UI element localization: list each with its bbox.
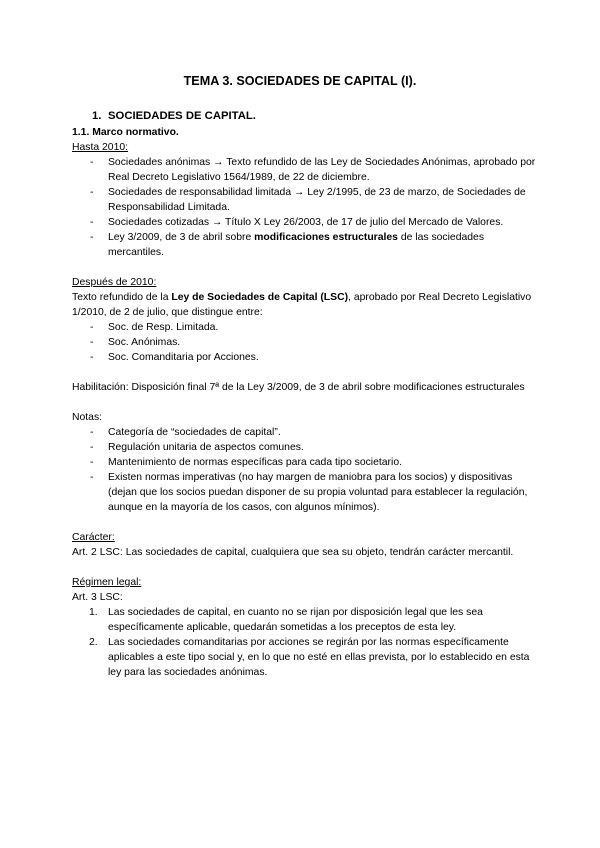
list-item-text: Las sociedades comanditarias por acciones se regirán por las normas específicamente aplicables a este tipo social y, en lo que no esté en ellas prevista, por lo establecido en esta ley para las sociedades anónimas. (108, 637, 530, 678)
list-item-text: Existen normas imperativas (no hay margen de maniobra para los socios) y dispositivas (dejan que los socios puedan disponer de su propia voluntad para establecer la regulación, aunque en la mayoría de los casos, con algunos mínimos). (108, 472, 528, 513)
dash-marker: - (90, 232, 94, 243)
list-item (72, 605, 542, 635)
list-item-text: Soc. Comanditaria por Acciones. (108, 352, 259, 363)
dash-marker: - (90, 187, 94, 198)
dash-marker: - (90, 157, 94, 168)
list-item-text: Sociedades de responsabilidad limitada → Ley 2/1995, de 23 de marzo, de Sociedades de Responsabilidad Limitada. (108, 187, 526, 213)
list-item-text: Mantenimiento de normas específicas para cada tipo societario. (108, 457, 402, 468)
regimen-heading: Régimen legal: (72, 577, 142, 588)
list-item-text: Soc. Anónimas. (108, 337, 181, 348)
habilitacion-text: Habilitación: Disposición final 7ª de la Ley 3/2009, de 3 de abril sobre modificaciones estructurales (72, 382, 525, 393)
regimen-intro: Art. 3 LSC: (72, 592, 123, 603)
notas-heading: Notas: (72, 412, 103, 423)
dash-marker: - (90, 442, 94, 453)
dash-marker: - (90, 472, 94, 483)
list-item-bold: modificaciones estructurales (254, 232, 398, 243)
notas-list (72, 425, 542, 515)
list-item (72, 320, 542, 335)
despues-text (72, 290, 542, 320)
list-item (72, 155, 542, 185)
list-item-text: Regulación unitaria de aspectos comunes. (108, 442, 304, 453)
list-item (72, 230, 542, 260)
number-marker: 1. (89, 607, 98, 618)
dash-marker: - (90, 337, 94, 348)
regimen-list (72, 605, 542, 680)
list-item (72, 470, 542, 515)
list-item (72, 185, 542, 215)
section-number: 1. (92, 110, 102, 122)
dash-marker: - (90, 352, 94, 363)
page-title: TEMA 3. SOCIEDADES DE CAPITAL (I). (183, 74, 417, 88)
despues-text-a: Texto refundido de la (72, 292, 172, 303)
list-item (72, 215, 542, 230)
caracter-heading: Carácter: (72, 532, 115, 543)
list-item-text-a: Ley 3/2009, de 3 de abril sobre (108, 232, 255, 243)
despues-text-c: , aprobado por Real Decreto Legislativo 1/2010, de 2 de julio, que distingue entre: (72, 292, 532, 318)
list-item-text: Categoría de “sociedades de capital”. (108, 427, 281, 438)
document-body (72, 108, 542, 680)
dash-marker: - (90, 457, 94, 468)
hasta-list (72, 155, 542, 260)
list-item (72, 440, 542, 455)
list-item-text: Sociedades cotizadas → Título X Ley 26/2003, de 17 de julio del Mercado de Valores. (108, 217, 504, 228)
dash-marker: - (90, 322, 94, 333)
number-marker: 2. (89, 637, 98, 648)
dash-marker: - (90, 217, 94, 228)
list-item (72, 425, 542, 440)
list-item-text: Las sociedades de capital, en cuanto no se rijan por disposición legal que les sea específicamente aplicable, quedarán sometidas a los preceptos de esta ley. (108, 607, 483, 633)
list-item-text: Sociedades anónimas → Texto refundido de las Ley de Sociedades Anónimas, aprobado por Real Decreto Legislativo 1564/1989, de 22 de diciembre. (108, 157, 536, 183)
despues-heading: Después de 2010: (72, 277, 157, 288)
subsection-heading: 1.1. Marco normativo. (72, 127, 179, 138)
dash-marker: - (90, 427, 94, 438)
despues-list (72, 320, 542, 365)
hasta-heading: Hasta 2010: (72, 142, 129, 153)
list-item (72, 635, 542, 680)
list-item (72, 455, 542, 470)
caracter-text: Art. 2 LSC: Las sociedades de capital, cualquiera que sea su objeto, tendrán carácter mercantil. (72, 547, 514, 558)
list-item-text-c: de las sociedades mercantiles. (108, 232, 485, 258)
despues-text-bold: Ley de Sociedades de Capital (LSC) (171, 292, 349, 303)
list-item-text: Soc. de Resp. Limitada. (108, 322, 219, 333)
list-item (72, 350, 542, 365)
section-heading (72, 108, 542, 124)
list-item (72, 335, 542, 350)
section-title: SOCIEDADES DE CAPITAL. (108, 110, 256, 122)
